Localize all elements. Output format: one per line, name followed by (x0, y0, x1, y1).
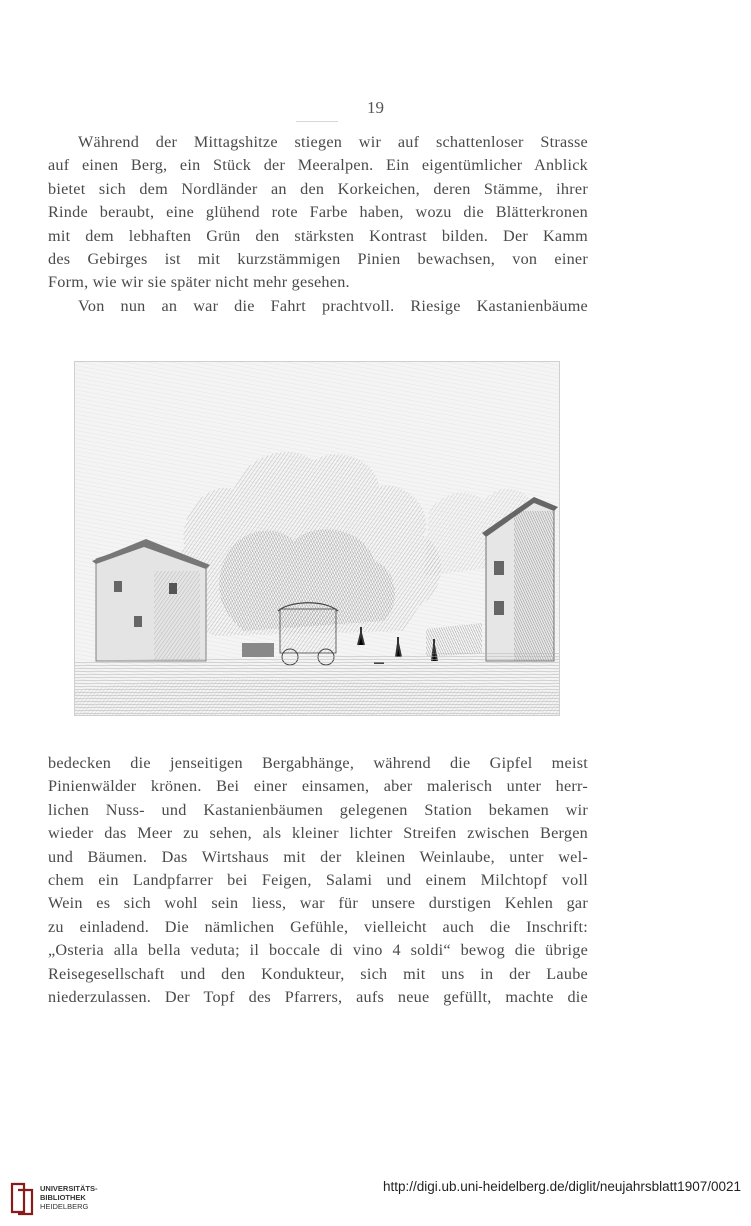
paragraph-bottom (48, 752, 588, 1009)
library-logo-icon (8, 1180, 38, 1216)
paragraph-top (48, 131, 588, 318)
library-name-line1: UNIVERSITÄTS- (40, 1184, 98, 1193)
library-logo (8, 1180, 128, 1216)
text-line: lichen Nuss- und Kastanienbäumen gelegenen Station bekamen wir (48, 800, 588, 819)
page-number-rule (296, 121, 338, 122)
text-line: chem ein Landpfarrer bei Feigen, Salami und einem Milchtopf voll (48, 870, 588, 889)
text-line: bedecken die jenseitigen Bergabhänge, während die Gipfel meist (48, 754, 588, 772)
text-line: Form, wie wir sie später nicht mehr gesehen. (48, 273, 350, 292)
text-line: mit dem lebhaften Grün den stärksten Kontrast bilden. Der Kamm (48, 226, 588, 245)
library-name-line2: BIBLIOTHEK (40, 1193, 86, 1202)
page-number: 19 (367, 98, 384, 117)
text-line: „Osteria alla bella veduta; il boccale di vino 4 soldi“ bewog die übrige (48, 941, 588, 960)
source-url[interactable]: http://digi.ub.uni-heidelberg.de/diglit/neujahrsblatt1907/0021 (382, 1179, 741, 1194)
text-line: wieder das Meer zu sehen, als kleiner lichter Streifen zwischen Bergen (48, 824, 588, 843)
text-line: auf einen Berg, ein Stück der Meeralpen. Ein eigentümlicher Anblick (48, 156, 588, 175)
text-line: niederzulassen. Der Topf des Pfarrers, aufs neue gefüllt, machte die (48, 987, 588, 1006)
text-line: Rinde beraubt, eine glühend rote Farbe haben, wozu die Blätterkronen (48, 203, 588, 222)
text-line: Reisegesellschaft und den Kondukteur, sich mit uns in der Laube (48, 964, 588, 983)
library-name-line3: HEIDELBERG (40, 1202, 89, 1211)
text-line: Wein es sich wohl sein liess, war für unsere durstigen Kehlen gar (48, 894, 588, 913)
etching-village-street-icon (74, 361, 560, 716)
text-line: zu einladend. Die nämlichen Gefühle, vielleicht auch die Inschrift: (48, 917, 588, 936)
text-line: und Bäumen. Das Wirtshaus mit der kleinen Weinlaube, unter wel- (48, 847, 588, 866)
text-line: Von nun an war die Fahrt prachtvoll. Riesige Kastanienbäume (78, 296, 588, 315)
text-line: des Gebirges ist mit kurzstämmigen Pinien bewachsen, von einer (48, 249, 588, 268)
text-line: Während der Mittagshitze stiegen wir auf schattenloser Strasse (78, 133, 588, 151)
text-line: Pinienwälder krönen. Bei einer einsamen, aber malerisch unter herr- (48, 777, 588, 796)
text-line: bietet sich dem Nordländer an den Korkeichen, deren Stämme, ihrer (48, 179, 588, 198)
